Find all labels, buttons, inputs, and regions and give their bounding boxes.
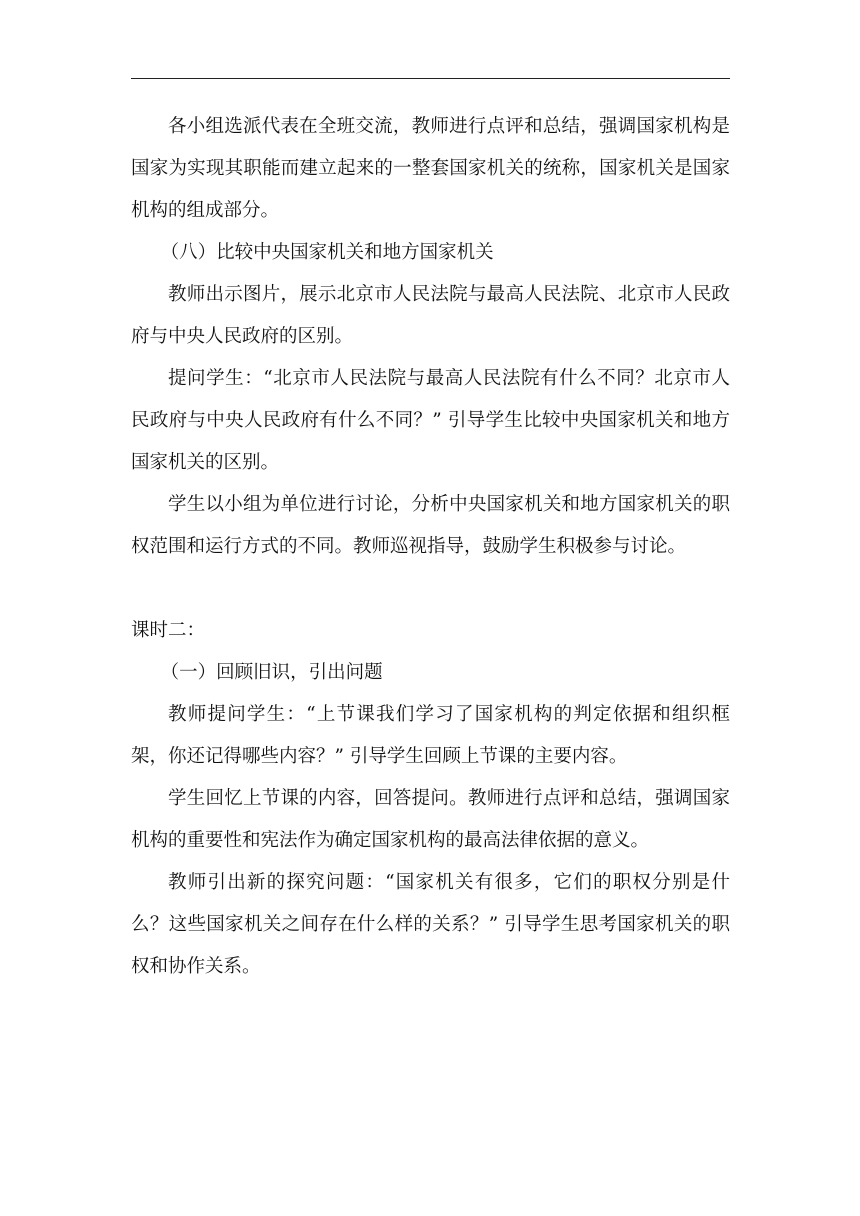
paragraph-question-students: 提问学生：“北京市人民法院与最高人民法院有什么不同？北京市人民政府与中央人民政府有什么不同？” 引导学生比较中央国家机关和地方国家机关的区别。 — [131, 368, 730, 473]
paragraph-new-inquiry: 教师引出新的探究问题：“国家机关有很多，它们的职权分别是什么？这些国家机关之间存在什么样的关系？” 引导学生思考国家机关的职权和协作关系。 — [131, 872, 730, 977]
paragraph-show-pictures: 教师出示图片，展示北京市人民法院与最高人民法院、北京市人民政府与中央人民政府的区别。 — [131, 284, 730, 347]
lesson-two-title: 课时二： — [131, 620, 206, 641]
paragraph-student-recall: 学生回忆上节课的内容，回答提问。教师进行点评和总结，强调国家机构的重要性和宪法作为确定国家机构的最高法律依据的意义。 — [131, 788, 730, 851]
paragraph-group-discussion: 学生以小组为单位进行讨论，分析中央国家机关和地方国家机关的职权范围和运行方式的不同。教师巡视指导，鼓励学生积极参与讨论。 — [131, 494, 730, 557]
header-rule — [131, 78, 730, 79]
section-heading-eight: （八）比较中央国家机关和地方国家机关 — [160, 242, 494, 263]
section-heading-one: （一）回顾旧识，引出问题 — [160, 662, 383, 683]
document-body — [131, 106, 730, 988]
paragraph-group-summary: 各小组选派代表在全班交流，教师进行点评和总结，强调国家机构是国家为实现其职能而建立起来的一整套国家机关的统称，国家机关是国家机构的组成部分。 — [131, 116, 730, 221]
blank-line — [131, 568, 730, 610]
paragraph-review-question: 教师提问学生：“上节课我们学习了国家机构的判定依据和组织框架，你还记得哪些内容？” 引导学生回顾上节课的主要内容。 — [131, 704, 730, 767]
